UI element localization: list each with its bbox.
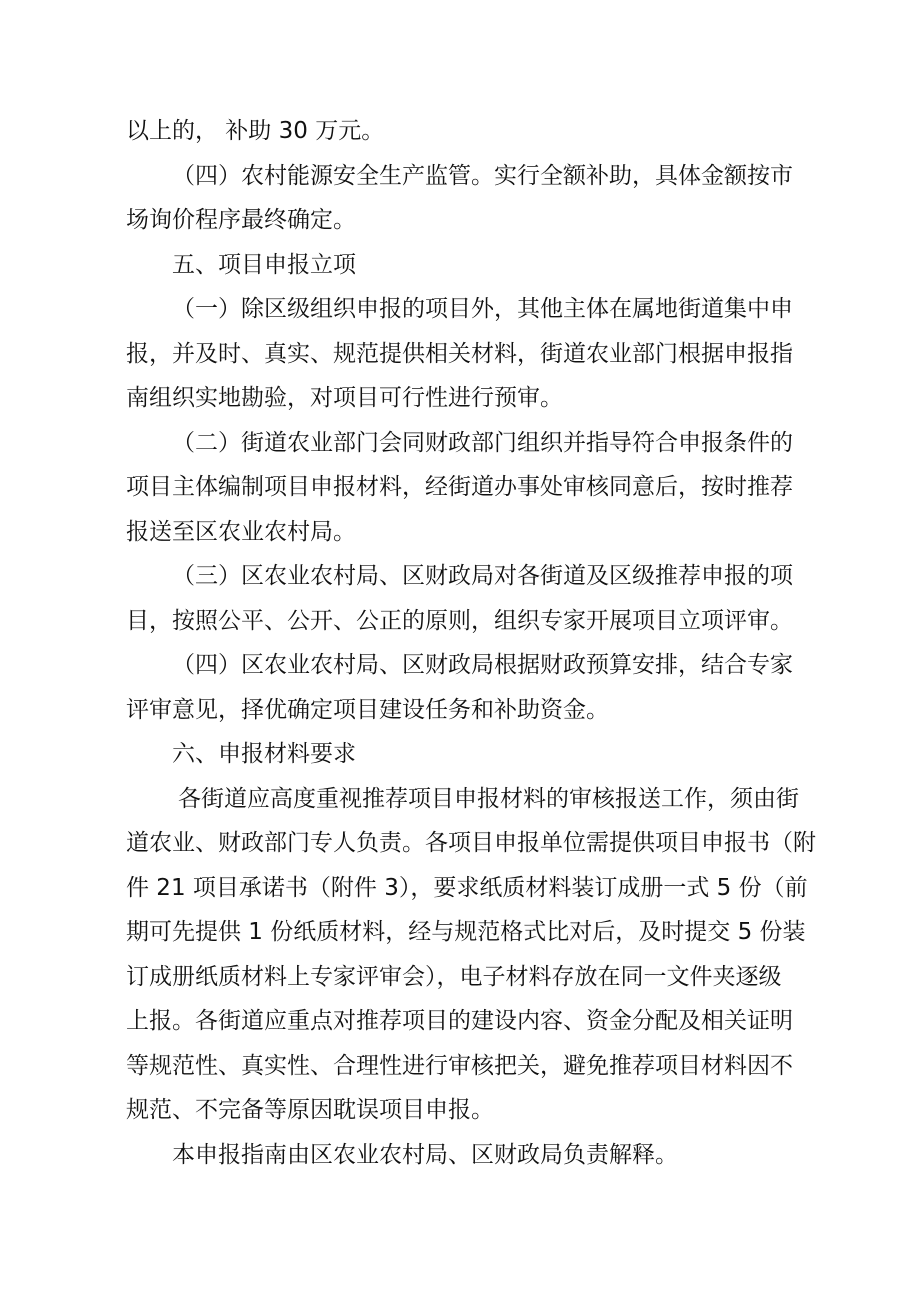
- text-line: 本申报指南由区农业农村局、区财政局负责解释。: [172, 1141, 678, 1168]
- text-line: 上报。各街道应重点对推荐项目的建设内容、资金分配及相关证明: [126, 1008, 793, 1034]
- text-line: 报，并及时、真实、规范提供相关材料，街道农业部门根据申报指: [126, 340, 793, 367]
- text-line: （一）除区级组织申报的项目外，其他主体在属地街道集中申: [172, 296, 793, 322]
- text-line: 项目主体编制项目申报材料，经街道办事处审核同意后，按时推荐: [126, 474, 793, 500]
- text-line: 订成册纸质材料上专家评审会），电子材料存放在同一文件夹逐级: [126, 963, 782, 990]
- text-line: 件 21 项目承诺书（附件 3），要求纸质材料装订成册一式 5 份（前: [126, 874, 808, 901]
- text-line: 道农业、财政部门专人负责。各项目申报单位需提供项目申报书（附: [126, 830, 816, 856]
- text-line: 场询价程序最终确定。: [126, 207, 356, 233]
- section-heading: 六、申报材料要求: [172, 741, 356, 767]
- text-line: 规范、不完备等原因耽误项目申报。: [126, 1097, 494, 1123]
- document-body: [126, 109, 816, 1177]
- text-line: 各街道应高度重视推荐项目申报材料的审核报送工作，须由街: [178, 785, 799, 812]
- text-line: 评审意见，择优确定项目建设任务和补助资金。: [126, 696, 609, 723]
- text-line: 等规范性、真实性、合理性进行审核把关，避免推荐项目材料因不: [126, 1052, 793, 1079]
- text-line: （四）农村能源安全生产监管。实行全额补助，具体金额按市: [172, 162, 793, 189]
- text-line: （三）区农业农村局、区财政局对各街道及区级推荐申报的项: [172, 563, 793, 589]
- text-line: （四）区农业农村局、区财政局根据财政预算安排，结合专家: [172, 652, 793, 678]
- text-line: 南组织实地勘验，对项目可行性进行预审。: [126, 385, 563, 411]
- text-line: 期可先提供 1 份纸质材料，经与规范格式比对后，及时提交 5 份装: [126, 919, 806, 945]
- text-line: 以上的， 补助 30 万元。: [126, 118, 385, 144]
- text-line: （二）街道农业部门会同财政部门组织并指导符合申报条件的: [172, 429, 793, 456]
- section-heading: 五、项目申报立项: [172, 251, 356, 278]
- text-line: 目，按照公平、公开、公正的原则，组织专家开展项目立项评审。: [126, 607, 793, 634]
- text-line: 报送至区农业农村局。: [126, 518, 356, 545]
